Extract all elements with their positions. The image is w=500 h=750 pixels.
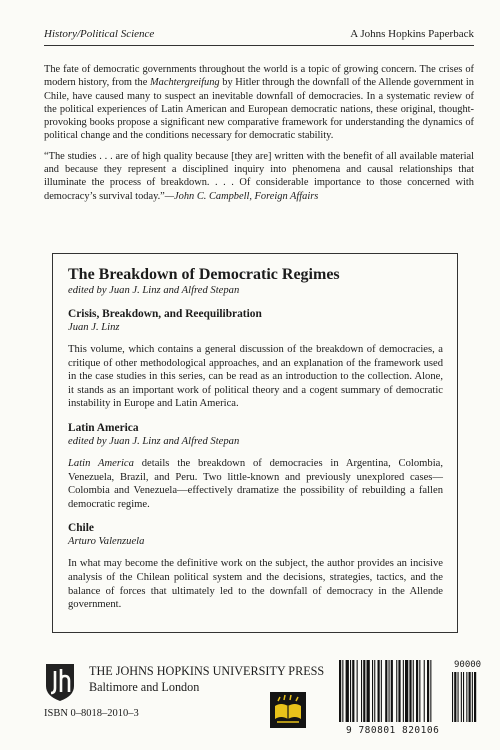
- intro-section: [44, 63, 474, 210]
- series-box: [52, 253, 458, 633]
- book-author: Arturo Valenzuela: [68, 536, 145, 548]
- book-description: This volume, which contains a general discussion of the breakdown of democracies, a critique of other methodological approaches, and an explanation of the framework used in the case studies in this series, can be read as an introduction to the collection. Alone, it stands as an important work of political theory and a cogent summary of democratic instability in Europe and Latin America.: [68, 344, 443, 410]
- book-author: edited by Juan J. Linz and Alfred Stepan: [68, 435, 240, 447]
- jh-shield-icon: [44, 662, 76, 702]
- book-description: In what may become the definitive work on the subject, the author provides an incisive analysis of the Chilean political system and the decisions, strategies, tactics, and the balance of forces that ultimately led to the downfall of democracy in the Allende government.: [68, 558, 443, 611]
- press-place: Baltimore and London: [89, 680, 200, 694]
- intro-paragraph: The fate of democratic governments throughout the world is a topic of growing concern. The crises of modern history, from the Machtergreifung by Hitler through the downfall of the Allende government in Chile, have caused many to suspect an inevitable downfall of democracies. In a systematic review of the political experiences of Latin American and European democratic nations, these original, thought-provoking books propose a significant new comparative framework for understanding the dynamics of political change and the conditions necessary for democratic stability.: [44, 64, 474, 142]
- book-author: Juan J. Linz: [68, 322, 120, 333]
- review-quote: “The studies . . . are of high quality because [they are] written with the benefit of all available material and because they represent a disciplined inquiry into phenomena and causal relationships that illuminate the process of breakdown. . . . Of considerable importance to those concerned with democracy’s survival today.”—John C. Campbell, Foreign Affairs: [44, 150, 474, 202]
- book-title: Latin America: [68, 421, 139, 434]
- barcode-number: 9 780801 820106: [346, 725, 440, 736]
- category-label: History/Political Science: [44, 28, 155, 40]
- barcode-addon-number: 90000: [454, 660, 482, 670]
- isbn: ISBN 0–8018–2010–3: [44, 708, 139, 719]
- imprint-label: A Johns Hopkins Paperback: [350, 28, 474, 40]
- open-book-icon: [270, 692, 306, 728]
- series-title: The Breakdown of Democratic Regimes: [68, 266, 340, 283]
- book-title: Chile: [68, 522, 94, 535]
- book-title: Crisis, Breakdown, and Reequilibration: [68, 308, 262, 320]
- top-header: [44, 27, 474, 46]
- series-editors: edited by Juan J. Linz and Alfred Stepan: [68, 285, 240, 296]
- intro-emphasis: Machtergreifung: [149, 77, 220, 89]
- quote-attribution: —John C. Campbell, Foreign Affairs: [164, 190, 319, 202]
- press-name: THE JOHNS HOPKINS UNIVERSITY PRESS: [89, 664, 325, 678]
- book-description: Latin America details the breakdown of democracies in Argentina, Colombia, Venezuela, Brazil, and Peru. Two little-known and previously unexplored cases—Colombia and Venezuela—effectively dramatize the possibility of rebuilding a fallen democratic regime.: [68, 457, 443, 510]
- press-block: [44, 662, 325, 710]
